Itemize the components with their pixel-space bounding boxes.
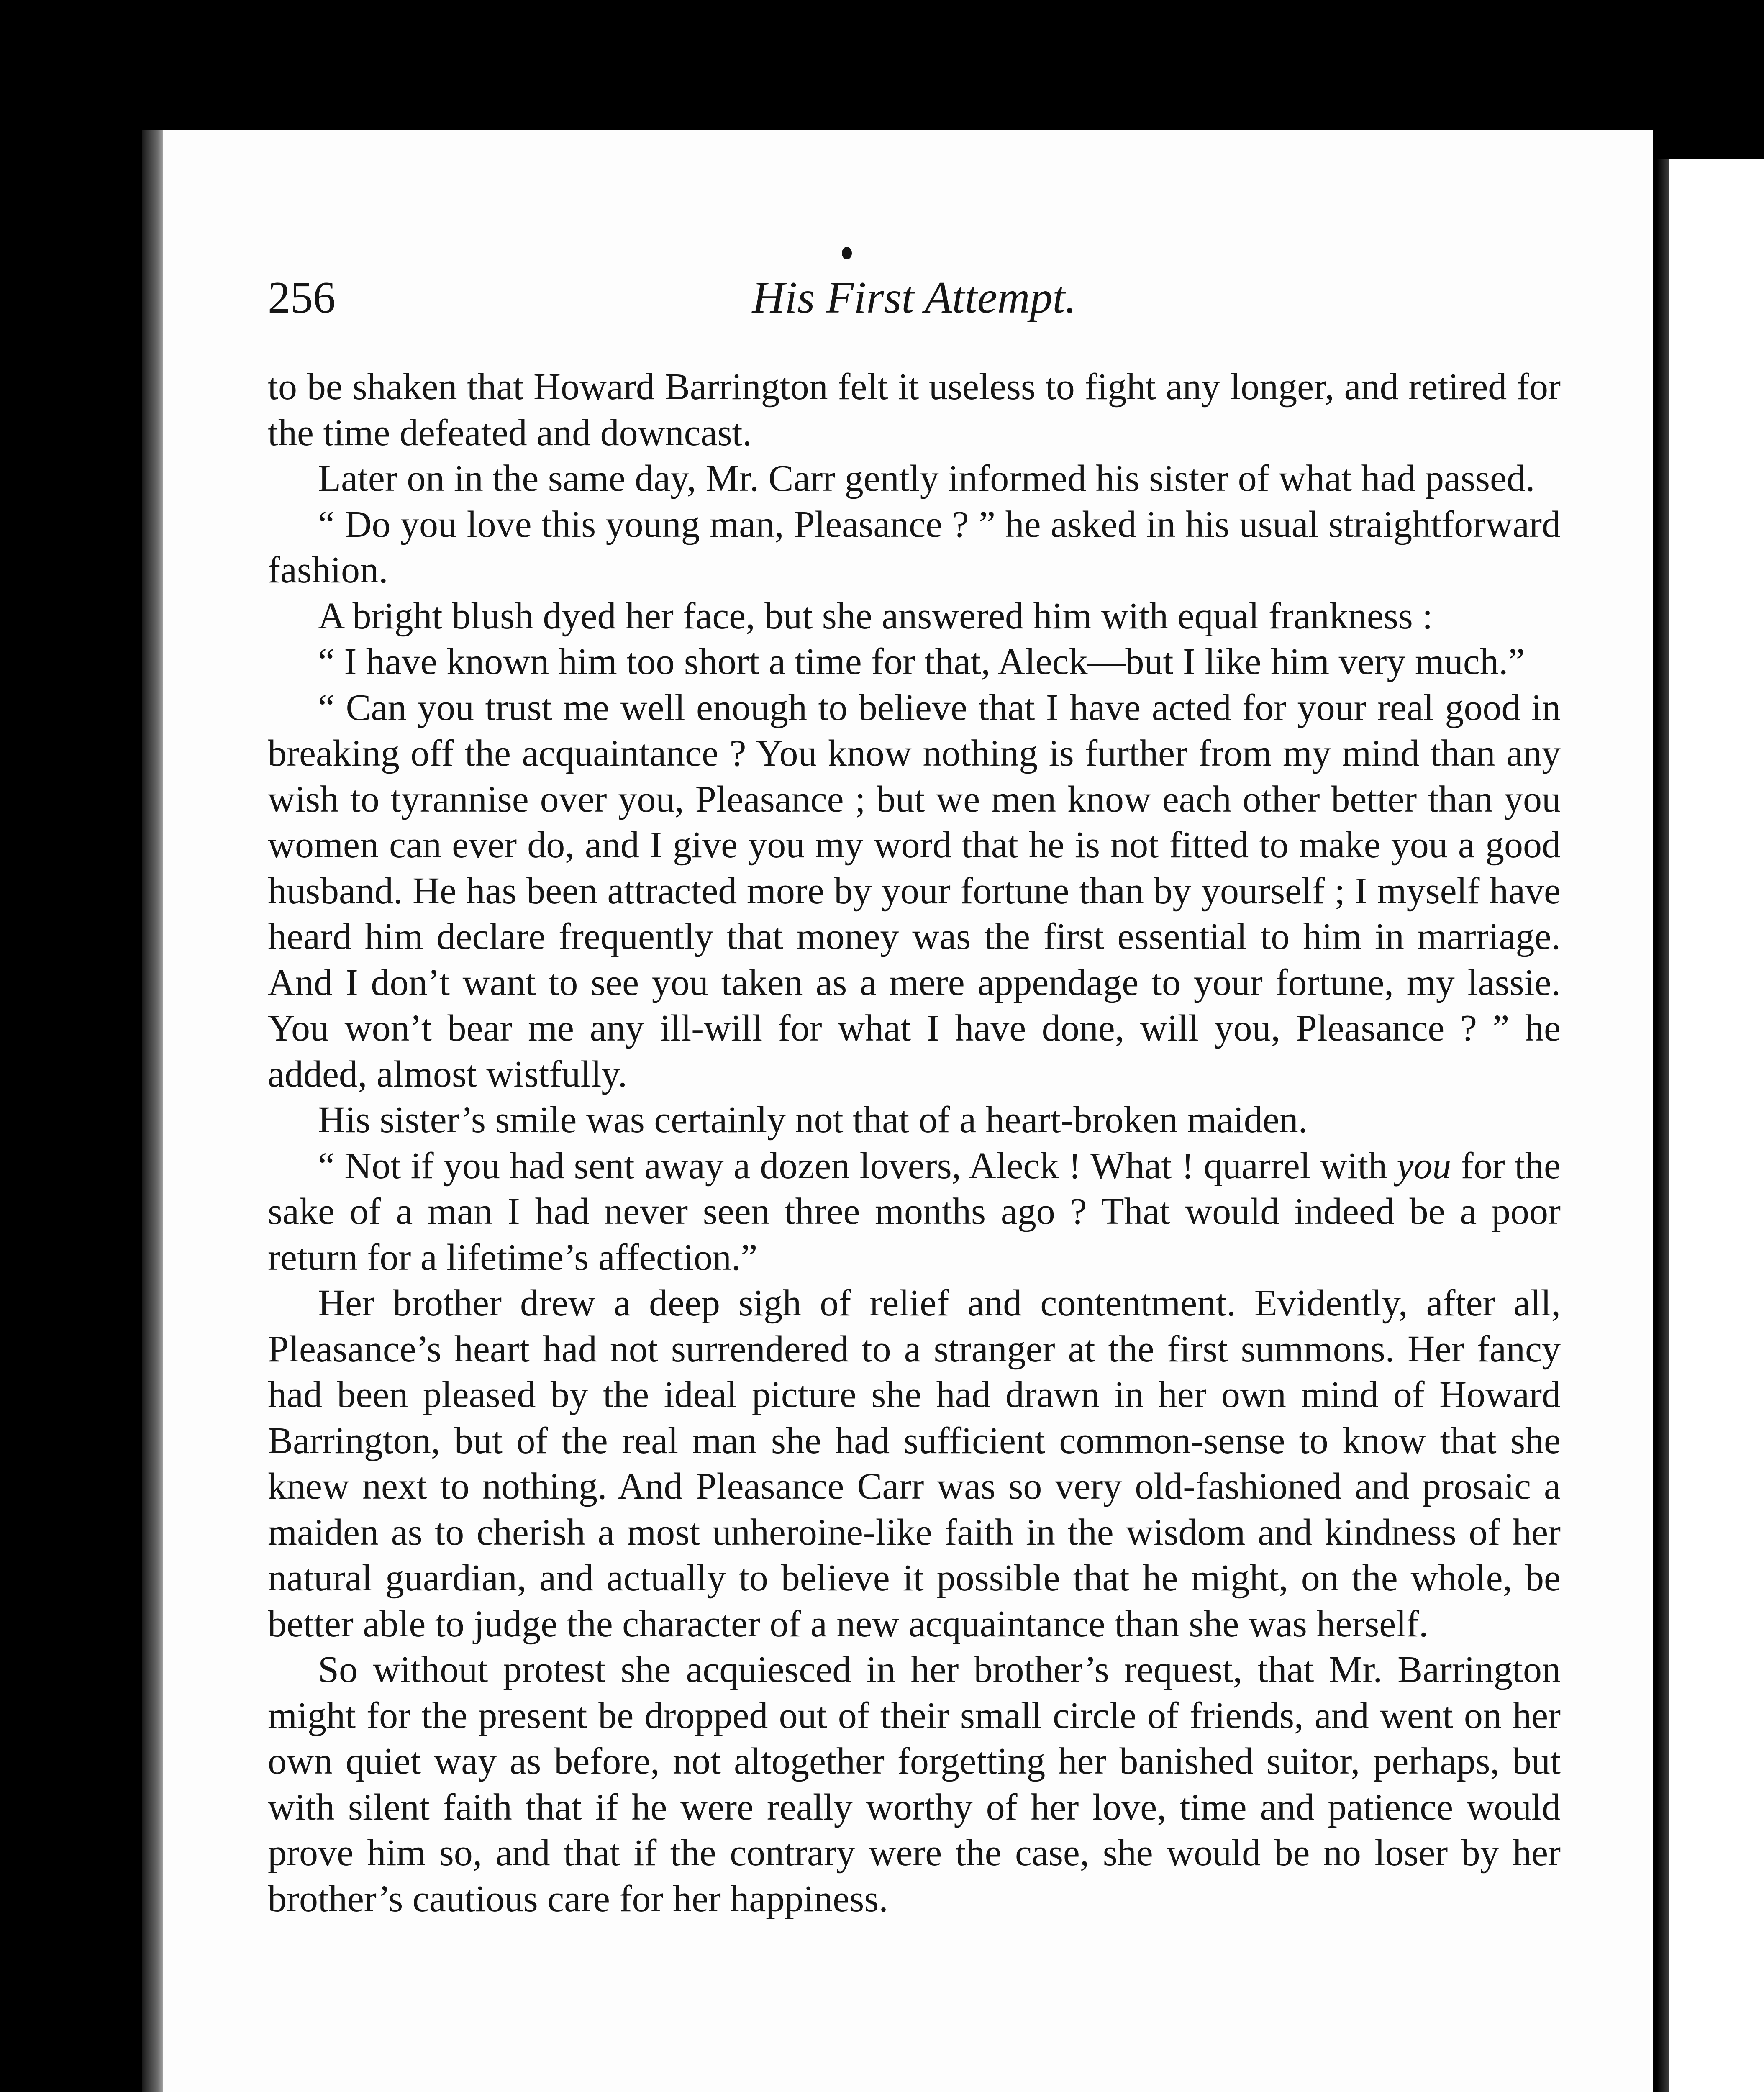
paragraph: His sister’s smile was certainly not that of a heart-broken maiden. <box>318 1099 1308 1141</box>
paragraph: to be shaken that Howard Barrington felt it useless to fight any longer, and retired for the time defeated and downcast. <box>268 366 1561 454</box>
quote-after: for the sake of a man I had never seen three months ago ? That would indeed be a poor return for a lifetime’s affection.” <box>268 1145 1561 1278</box>
page-header <box>268 272 1561 343</box>
body-text <box>268 364 1561 1922</box>
quote-italic: you <box>1397 1145 1451 1187</box>
paragraph: A bright blush dyed her face, but she answered him with equal frankness : <box>318 595 1433 637</box>
paragraph: Her brother drew a deep sigh of relief and contentment. Evidently, after all, Pleasance’s heart had not surrendered to a stranger at the first summons. Her fancy had been pleased by the ideal picture she had drawn in her own mind of Howard Barrington, but of the real man she had sufficient common-sense to know that she knew next to nothing. And Pleasance Carr was so very old-fashioned and prosaic a maiden as to cherish a most unheroine-like faith in the wisdom and kindness of her natural guardian, and actually to believe it possible that he might, on the whole, be better able to judge the character of a new acquaintance than she was herself. <box>268 1282 1561 1645</box>
ink-dot <box>842 247 852 259</box>
paragraph: “ Can you trust me well enough to believe that I have acted for your real good in breaking off the acquaintance ? You know nothing is further from my mind than any wish to tyrannise over you, Pleasance ; but we men know each other better than you women can ever do, and I give you my word that he is not fitted to make you a good husband. He has been attracted more by your fortune than by yourself ; I myself have heard him declare frequently that money was the first essential to him in marriage. And I don’t want to see you taken as a mere appendage to your fortune, my lassie. You won’t bear me any ill-will for what I have done, will you, Pleasance ? ” he added, almost wistfully. <box>268 687 1561 1095</box>
paragraph: “ I have known him too short a time for that, Aleck—but I like him very much.” <box>318 641 1525 682</box>
paragraph: So without protest she acquiesced in her brother’s request, that Mr. Barrington might for the present be dropped out of their small circle of friends, and went on her own quiet way as before, not altogether forgetting her banished suitor, perhaps, but with silent faith that if he were really worthy of her love, time and patience would prove him so, and that if the contrary were the case, she would be no loser by her brother’s cautious care for her happiness. <box>268 1649 1561 1920</box>
paragraph: “ Do you love this young man, Pleasance ? ” he asked in his usual straightforward fashion. <box>268 503 1561 591</box>
page-number: 256 <box>268 273 336 323</box>
paragraph: Later on in the same day, Mr. Carr gently informed his sister of what had passed. <box>318 458 1535 499</box>
quote-before: “ Not if you had sent away a dozen lovers, Aleck ! What ! quarrel with <box>318 1145 1397 1187</box>
next-page-edge <box>1669 159 1764 2092</box>
paragraph <box>268 1143 1561 1281</box>
running-head: His First Attempt. <box>752 273 1077 323</box>
